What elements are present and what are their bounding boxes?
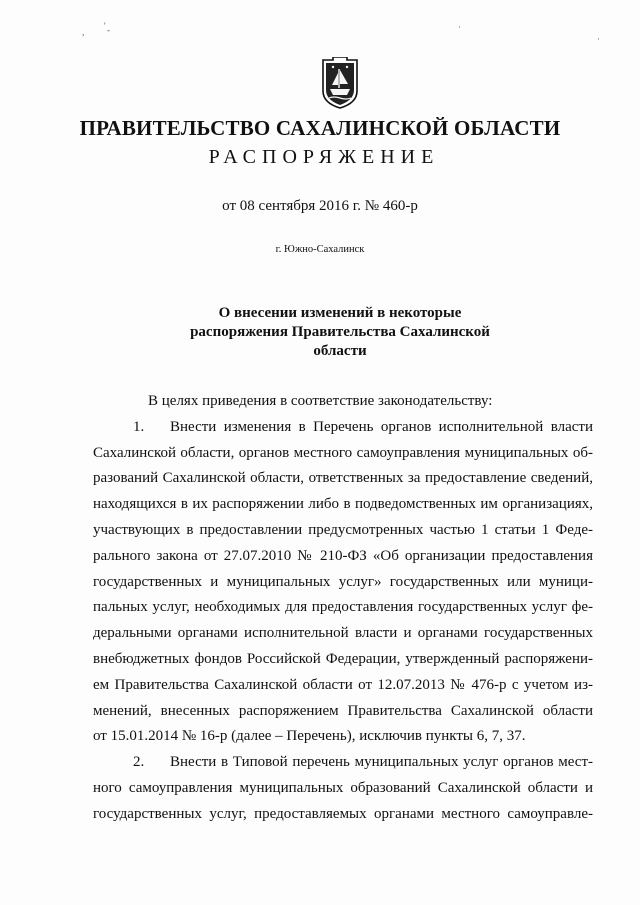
body-line: внебюджетных фондов Российской Федерации, утвержденный распоряжени- [93,650,593,667]
body-line: разований Сахалинской области, ответственных за предоставление сведений, [93,470,593,487]
body-line: пальных услуг, необходимых для предоставления государственных услуг фе- [93,599,593,616]
coat-of-arms-icon [321,57,359,109]
body-line: государственных и муниципальных услуг» государственных или муници- [93,573,593,590]
document-subject [0,304,640,361]
subject-line: О внесении изменений в некоторые [218,305,462,321]
scan-speck: · [597,34,600,44]
scan-speck: · [458,22,461,32]
body-line: ем Правительства Сахалинской области от 12.07.2013 № 476-р с учетом из- [93,676,593,693]
subject-line: области [313,343,367,359]
intro-paragraph: В целях приведения в соответствие законодательству: [148,393,493,409]
body-line: ного самоуправления муниципальных образований Сахалинской области и [93,779,593,796]
scan-speck: - [107,25,110,35]
document-body [93,389,593,828]
item-number: 1. [133,418,145,435]
document-type: РАСПОРЯЖЕНИЕ [208,146,440,168]
item-text: Внести в Типовой перечень муниципальных услуг органов мест- [170,754,593,771]
organization-title: ПРАВИТЕЛЬСТВО САХАЛИНСКОЙ ОБЛАСТИ [79,116,561,140]
document-date-number: от 08 сентября 2016 г. № 460-р [222,198,418,214]
body-line: участвующих в предоставлении предусмотренных частью 1 статьи 1 Феде- [93,521,593,538]
body-line: Сахалинской области, органов местного самоуправления муниципальных об- [93,444,593,461]
body-line: деральными органами исполнительной власти и органами государственных [93,625,593,642]
body-line: от 15.01.2014 № 16-р (далее – Перечень), исключив пункты 6, 7, 37. [93,728,526,745]
body-line: рального закона от 27.07.2010 № 210-ФЗ «Об организации предоставления [93,547,593,564]
scan-speck: ' [104,21,106,31]
subject-line: распоряжения Правительства Сахалинской [190,324,490,340]
item-1-first-line [93,415,593,441]
body-line: находящихся в их распоряжении либо в подведомственных им организациях, [93,496,593,513]
body-line: государственных услуг, предоставляемых органами местного самоуправле- [93,805,593,822]
item-2-first-line [93,750,593,776]
document-city: г. Южно-Сахалинск [275,244,365,255]
scan-speck: , [82,27,85,37]
item-number: 2. [133,754,145,771]
item-text: Внести изменения в Перечень органов исполнительной власти [170,418,593,435]
body-line: менений, внесенных распоряжением Правительства Сахалинской области [93,702,593,719]
